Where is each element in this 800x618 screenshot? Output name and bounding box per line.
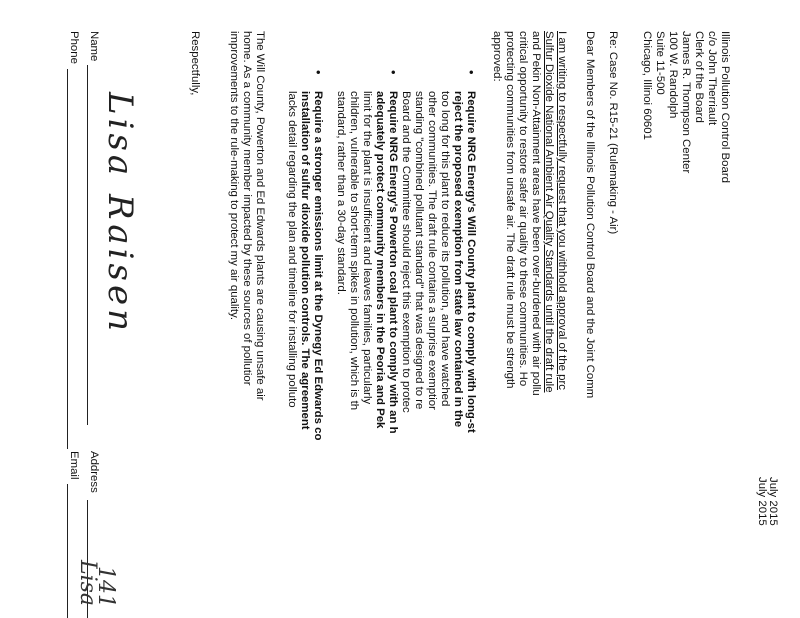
closing-line: home. As a community member impacted by these sources of pollutior <box>241 31 253 386</box>
bullet-line: Require NRG Energy's Will County plant to comply with long-st <box>465 91 477 433</box>
bullet-line: installation of sulfur dioxide pollution controls. The agreement <box>299 91 311 430</box>
closing-line: The Will County, Powerton and Ed Edwards plants are causing unsafe air <box>254 31 266 401</box>
closing-line: improvements to the rule-making to protect my air quality. <box>228 31 240 321</box>
intro-line: I am writing to respectfully request that you withhold approval of the prc <box>556 31 568 390</box>
name-label: Name <box>88 31 100 62</box>
intro-line: and Pekin Non-Attainment areas have been over-burdened with air pollu <box>530 31 542 396</box>
date-line-1: July 2015 <box>767 477 779 526</box>
bullet-line: Require NRG Energy's Powerton coal plant to comply with an h <box>387 91 399 434</box>
bullet-line: standing "combined pollutant standard" that was designed to re <box>413 91 425 410</box>
bullet-line: reject the proposed exemption from state law contained in the <box>452 91 464 428</box>
recipient-line: c/o John Therriault <box>706 31 718 126</box>
phone-underline <box>67 69 68 449</box>
bullet-line: limit for the plant is insufficient and leaves families, particularly <box>361 91 373 405</box>
name-handwriting: Lisa Raisen <box>100 92 140 335</box>
bullet-line: lacks detail regarding the plan and timeline for installing polluto <box>286 91 298 408</box>
bullet-marker: • <box>311 70 326 75</box>
bullet-line: adequately protect community members in the Peoria and Pek <box>374 91 386 429</box>
name-underline <box>87 65 88 425</box>
date-line-2: July 2015 <box>756 477 768 526</box>
address-handwriting: 141 <box>93 566 118 608</box>
bullet-marker: • <box>464 70 479 75</box>
bullet-line: other communities. The draft rule contains a surprise exemptior <box>426 91 438 410</box>
email-handwriting: Lisa <box>75 560 100 607</box>
intro-line: critical opportunity to restore safer air quality to these communities. Ho <box>517 31 529 387</box>
bullet-line: Board and the Committee should reject this exemption to protec <box>400 91 412 413</box>
recipient-line: Clerk of the Board <box>693 31 705 123</box>
address-label: Address <box>88 451 100 493</box>
bullet-marker: • <box>386 70 401 75</box>
salutation: Dear Members of the Illinois Pollution Control Board and the Joint Comm <box>584 31 596 399</box>
recipient-line: James R. Thompson Center <box>680 31 692 174</box>
re-line: Re: Case No. R15-21 (Rulemaking - Air) <box>607 31 619 235</box>
email-label: Email <box>68 451 80 480</box>
bullet-line: Require a stronger emissions limit at the Dynegy Ed Edwards co <box>312 91 324 441</box>
recipient-line: 100 W. Randolph <box>667 31 679 119</box>
email-underline <box>67 484 68 618</box>
bullet-line: too long for this plant to reduce its pollution, and have watched <box>439 91 451 407</box>
bullet-line: standard, rather than a 30-day standard. <box>335 91 347 295</box>
phone-label: Phone <box>68 31 80 64</box>
recipient-line: Suite 11-500 <box>654 31 666 95</box>
sign-off: Respectfully, <box>189 31 201 96</box>
intro-line: protecting communities from unsafe air. The draft rule must be strength <box>504 31 516 389</box>
recipient-line: Illinois Pollution Control Board <box>719 31 731 183</box>
intro-line: Sulfur Dioxide National Ambient Air Quality Standards until the draft rule <box>543 31 555 393</box>
bullet-line: children, vulnerable to short-term spikes in pollution, which is th <box>348 91 360 411</box>
recipient-line: Chicago, Illinoi 60601 <box>641 31 653 140</box>
intro-line: approved: <box>491 31 503 82</box>
